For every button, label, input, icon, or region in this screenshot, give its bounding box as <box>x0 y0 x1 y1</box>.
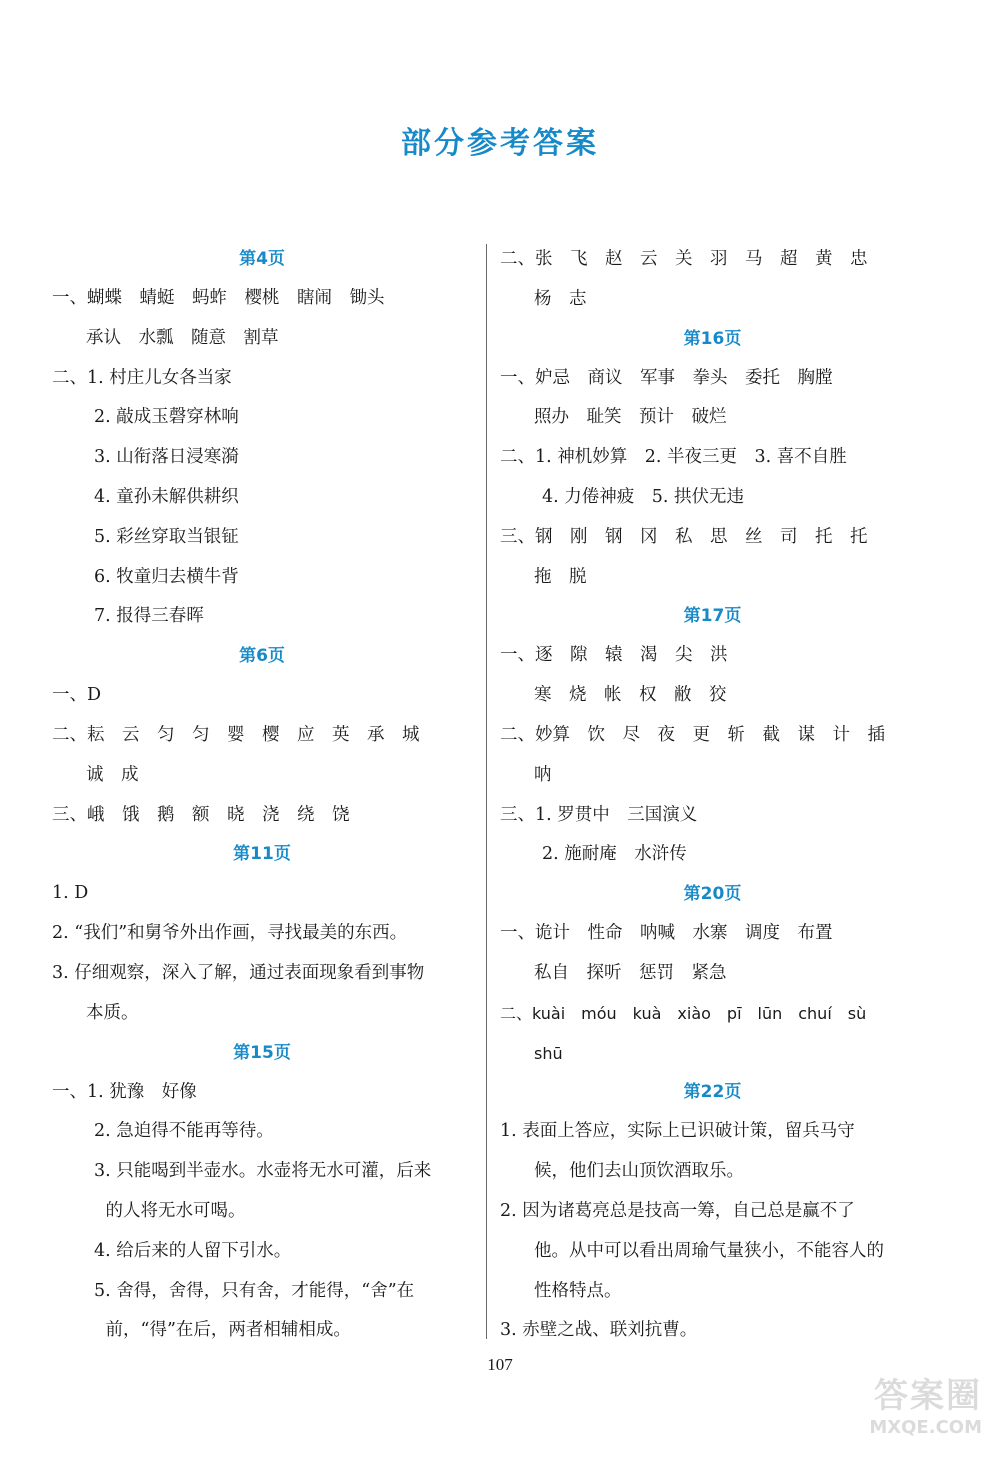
answer-line: 2. 因为诸葛亮总是技高一筹，自己总是赢不了 <box>500 1200 855 1221</box>
answer-line: 二、kuài móu kuà xiào pī lūn chuí sù <box>500 1003 867 1023</box>
answer-line: 7. 报得三春晖 <box>94 606 204 627</box>
answer-line: 三、峨 饿 鹅 额 晓 浇 绕 饶 <box>52 804 350 825</box>
section-heading: 第16页 <box>683 328 742 349</box>
section-heading: 第15页 <box>233 1042 291 1063</box>
section-heading: 第22页 <box>683 1082 742 1103</box>
answer-line: 他。从中可以看出周瑜气量狭小，不能容人的 <box>534 1240 884 1261</box>
answer-line: 3. 只能喝到半壶水。水壶将无水可灌，后来 <box>94 1161 432 1182</box>
answer-line: 一、1. 犹豫 好像 <box>52 1081 197 1102</box>
page-title: 部分参考答案 <box>401 126 599 161</box>
answer-line: 三、1. 罗贯中 三国演义 <box>500 804 698 825</box>
answer-line: 性格特点。 <box>534 1280 622 1301</box>
answer-line: 承认 水瓢 随意 割草 <box>86 327 279 348</box>
answer-line: 1. 表面上答应，实际上已识破计策，留兵马守 <box>500 1121 855 1142</box>
answer-line: 4. 给后来的人留下引水。 <box>94 1240 292 1261</box>
answer-line: 寒 烧 帐 权 敝 狡 <box>534 685 727 706</box>
answer-line: 照办 耻笑 预计 破烂 <box>534 407 727 428</box>
answer-line: 3. 赤壁之战、联刘抗曹。 <box>500 1320 698 1341</box>
answer-line: 诚 成 <box>86 764 139 785</box>
answer-line: 私自 探听 惩罚 紧急 <box>534 962 727 983</box>
answer-line: 本质。 <box>86 1002 139 1023</box>
column-divider <box>486 244 487 1339</box>
answer-line: 2. 施耐庵 水浒传 <box>542 844 687 865</box>
answer-line: shū <box>534 1043 563 1063</box>
watermark-bottom: MXQE.COM <box>869 1417 982 1438</box>
left-column <box>52 240 472 1351</box>
answer-line: 呐 <box>534 764 552 785</box>
answer-line: 二、妙算 饮 尽 夜 更 斩 截 谋 计 插 <box>500 724 885 745</box>
right-column <box>500 240 925 1351</box>
answer-line: 1. D <box>52 883 89 904</box>
section-heading: 第4页 <box>239 249 285 269</box>
answer-line: 5. 舍得，舍得，只有舍，才能得，“舍”在 <box>94 1280 415 1301</box>
answer-line: 的人将无水可喝。 <box>88 1200 246 1221</box>
answer-line: 一、妒忌 商议 军事 拳头 委托 胸膛 <box>500 367 833 388</box>
answer-line: 杨 志 <box>534 288 587 309</box>
answer-line: 3. 山衔落日浸寒漪 <box>94 447 239 468</box>
watermark-logo <box>832 1368 982 1448</box>
answer-line: 二、耘 云 匀 匀 婴 樱 应 英 承 城 <box>52 724 420 745</box>
answer-line: 二、1. 村庄儿女各当家 <box>52 367 232 388</box>
answer-line: 6. 牧童归去横牛背 <box>94 566 239 587</box>
answer-line: 2. 急迫得不能再等待。 <box>94 1121 274 1142</box>
answer-line: 三、钢 刚 钢 冈 私 思 丝 司 托 托 <box>500 526 868 547</box>
page-number: 107 <box>487 1355 513 1374</box>
section-heading: 第17页 <box>683 606 742 627</box>
answer-line: 一、诡计 性命 呐喊 水寨 调度 布置 <box>500 923 833 944</box>
answer-line: 一、逐 隙 辕 渴 尖 洪 <box>500 645 728 666</box>
answer-line: 3. 仔细观察，深入了解，通过表面现象看到事物 <box>52 962 425 983</box>
answer-line: 二、1. 神机妙算 2. 半夜三更 3. 喜不自胜 <box>500 447 847 468</box>
answer-line: 二、张 飞 赵 云 关 羽 马 超 黄 忠 <box>500 249 868 269</box>
answer-line: 2. “我们”和舅爷外出作画，寻找最美的东西。 <box>52 923 408 944</box>
section-heading: 第20页 <box>683 884 742 905</box>
answer-line: 候，他们去山顶饮酒取乐。 <box>534 1161 744 1182</box>
answer-line: 一、蝴蝶 蜻蜓 蚂蚱 樱桃 瞎闹 锄头 <box>52 288 385 308</box>
section-heading: 第6页 <box>239 646 285 667</box>
answer-line: 4. 童孙未解供耕织 <box>94 486 239 507</box>
answer-line: 一、D <box>52 685 102 706</box>
answer-line: 拖 脱 <box>534 566 587 587</box>
section-heading: 第11页 <box>233 844 291 865</box>
answer-line: 前，“得”在后，两者相辅相成。 <box>88 1320 351 1341</box>
watermark-top: 答案圈 <box>874 1376 982 1416</box>
answer-line: 2. 敲成玉磬穿林响 <box>94 407 239 428</box>
answer-line: 5. 彩丝穿取当银钲 <box>94 526 239 547</box>
answer-line: 4. 力倦神疲 5. 拱伏无违 <box>542 486 745 507</box>
